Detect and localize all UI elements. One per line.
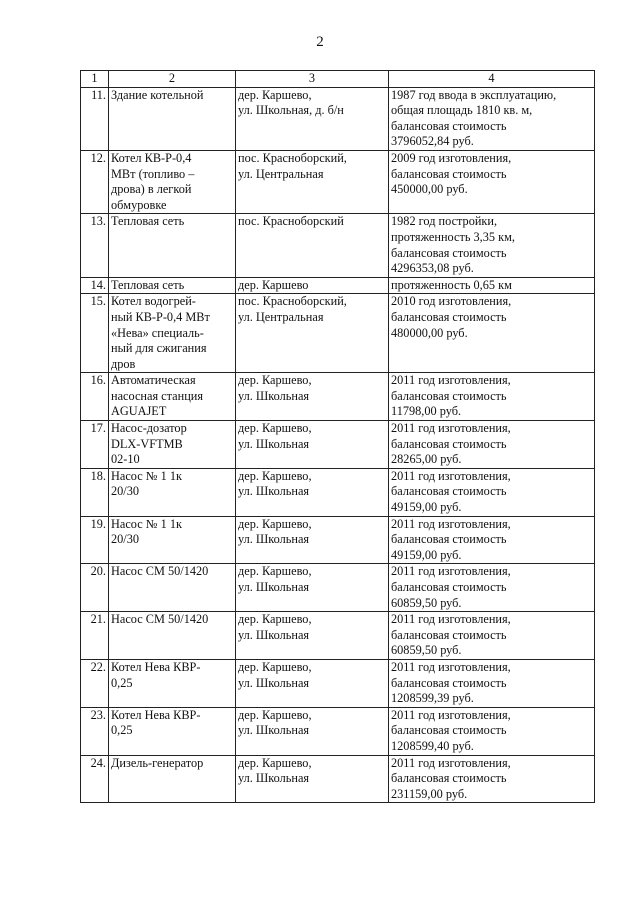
table-row: [81, 468, 595, 516]
item-name: Насос СМ 50/1420: [109, 564, 236, 612]
item-name: Здание котельной: [109, 87, 236, 150]
item-details: 2011 год изготовления, балансовая стоимость 49159,00 руб.: [389, 468, 595, 516]
row-number: 13.: [81, 214, 109, 277]
row-number: 23.: [81, 707, 109, 755]
property-table: [80, 70, 595, 803]
row-number: 11.: [81, 87, 109, 150]
row-number: 24.: [81, 755, 109, 803]
item-location: пос. Красноборский, ул. Центральная: [236, 294, 389, 373]
row-number: 16.: [81, 373, 109, 421]
item-name: Котел Нева КВР- 0,25: [109, 707, 236, 755]
item-name: Дизель-генератор: [109, 755, 236, 803]
item-name: Тепловая сеть: [109, 277, 236, 294]
table-row: [81, 659, 595, 707]
item-details: 2011 год изготовления, балансовая стоимость 28265,00 руб.: [389, 421, 595, 469]
item-location: пос. Красноборский: [236, 214, 389, 277]
item-details: 1987 год ввода в эксплуатацию, общая площадь 1810 кв. м, балансовая стоимость 3796052,84 руб.: [389, 87, 595, 150]
row-number: 12.: [81, 150, 109, 213]
item-location: дер. Каршево, ул. Школьная: [236, 468, 389, 516]
item-location: дер. Каршево, ул. Школьная: [236, 373, 389, 421]
item-name: Котел водогрей- ный КВ-Р-0,4 МВт «Нева» специаль- ный для сжигания дров: [109, 294, 236, 373]
table-row: [81, 277, 595, 294]
row-number: 21.: [81, 612, 109, 660]
row-number: 17.: [81, 421, 109, 469]
item-details: протяженность 0,65 км: [389, 277, 595, 294]
row-number: 20.: [81, 564, 109, 612]
table-row: [81, 87, 595, 150]
table-row: [81, 564, 595, 612]
page-number: 2: [316, 34, 324, 50]
item-name: Насос СМ 50/1420: [109, 612, 236, 660]
item-location: пос. Красноборский, ул. Центральная: [236, 150, 389, 213]
table-row: [81, 214, 595, 277]
item-details: 2009 год изготовления, балансовая стоимость 450000,00 руб.: [389, 150, 595, 213]
item-details: 2011 год изготовления, балансовая стоимость 60859,50 руб.: [389, 612, 595, 660]
item-details: 2011 год изготовления, балансовая стоимость 60859,50 руб.: [389, 564, 595, 612]
item-name: Насос № 1 1к 20/30: [109, 516, 236, 564]
item-details: 1982 год постройки, протяженность 3,35 км, балансовая стоимость 4296353,08 руб.: [389, 214, 595, 277]
row-number: 22.: [81, 659, 109, 707]
table-row: [81, 294, 595, 373]
item-location: дер. Каршево, ул. Школьная: [236, 516, 389, 564]
table-row: [81, 373, 595, 421]
item-location: дер. Каршево, ул. Школьная: [236, 421, 389, 469]
item-location: дер. Каршево: [236, 277, 389, 294]
column-header: 2: [109, 71, 236, 88]
item-location: дер. Каршево, ул. Школьная, д. б/н: [236, 87, 389, 150]
row-number: 18.: [81, 468, 109, 516]
table-body: [81, 87, 595, 803]
column-header: 3: [236, 71, 389, 88]
item-name: Тепловая сеть: [109, 214, 236, 277]
item-details: 2011 год изготовления, балансовая стоимость 1208599,39 руб.: [389, 659, 595, 707]
table-row: [81, 612, 595, 660]
table-header-row: [81, 71, 595, 88]
table-row: [81, 150, 595, 213]
item-location: дер. Каршево, ул. Школьная: [236, 755, 389, 803]
item-name: Насос-дозатор DLX-VFTMB 02-10: [109, 421, 236, 469]
column-header: 4: [389, 71, 595, 88]
item-name: Котел Нева КВР- 0,25: [109, 659, 236, 707]
row-number: 19.: [81, 516, 109, 564]
item-location: дер. Каршево, ул. Школьная: [236, 564, 389, 612]
item-name: Котел КВ-Р-0,4 МВт (топливо – дрова) в легкой обмуровке: [109, 150, 236, 213]
table-row: [81, 707, 595, 755]
item-location: дер. Каршево, ул. Школьная: [236, 612, 389, 660]
item-details: 2011 год изготовления, балансовая стоимость 49159,00 руб.: [389, 516, 595, 564]
item-details: 2011 год изготовления, балансовая стоимость 11798,00 руб.: [389, 373, 595, 421]
item-details: 2011 год изготовления, балансовая стоимость 1208599,40 руб.: [389, 707, 595, 755]
column-header: 1: [81, 71, 109, 88]
table-row: [81, 516, 595, 564]
item-details: 2010 год изготовления, балансовая стоимость 480000,00 руб.: [389, 294, 595, 373]
item-name: Насос № 1 1к 20/30: [109, 468, 236, 516]
table-row: [81, 755, 595, 803]
item-name: Автоматическая насосная станция AGUAJET: [109, 373, 236, 421]
item-location: дер. Каршево, ул. Школьная: [236, 707, 389, 755]
row-number: 14.: [81, 277, 109, 294]
item-location: дер. Каршево, ул. Школьная: [236, 659, 389, 707]
table-row: [81, 421, 595, 469]
row-number: 15.: [81, 294, 109, 373]
item-details: 2011 год изготовления, балансовая стоимость 231159,00 руб.: [389, 755, 595, 803]
